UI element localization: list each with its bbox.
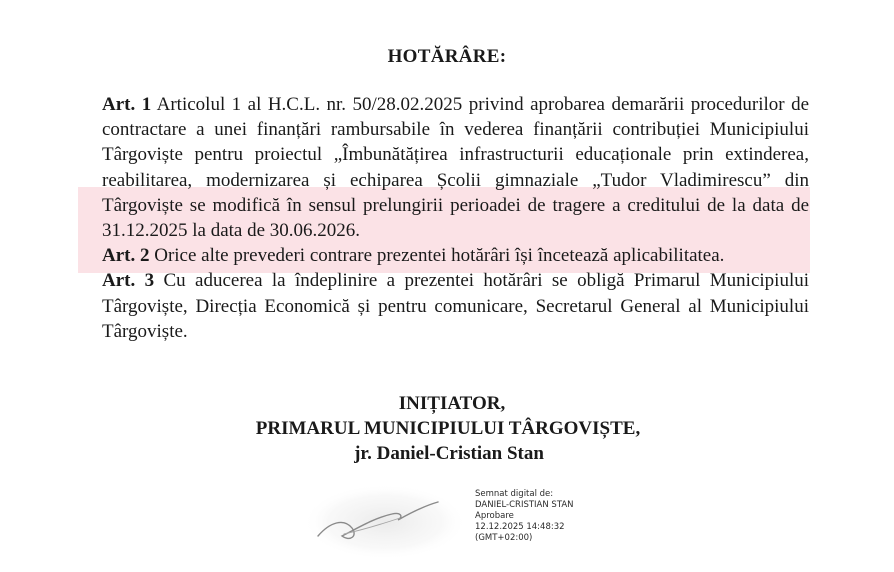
stamp-line-3: Aprobare bbox=[475, 511, 514, 521]
article-2 bbox=[102, 243, 809, 268]
article-3 bbox=[102, 268, 809, 344]
digital-signature-stamp bbox=[475, 489, 574, 544]
handwritten-signature bbox=[300, 478, 470, 563]
initiator-role: INIȚIATOR, bbox=[398, 393, 506, 414]
article-2-text: Orice alte prevederi contrare prezentei hotărâri își încetează aplicabilitatea. bbox=[154, 245, 725, 267]
stamp-line-1: Semnat digital de: bbox=[475, 489, 554, 499]
stamp-line-2: DANIEL-CRISTIAN STAN bbox=[475, 500, 574, 510]
article-1-text: Articolul 1 al H.C.L. nr. 50/28.02.2025 privind aprobarea demarării procedurilor de contractare a unei finanțări rambursabile în vederea finanțării contribuției Municipiului Târgoviște pentru proiectul „Îmbunătățirea infrastructurii educaționale prin extinderea, reabilitarea, modernizarea și echiparea Școlii gimnaziale „Tudor Vladimirescu” din Târgoviște se modifică în sensul prelungirii perioadei de tragere a creditului de la data de 31.12.2025 la data de 30.06.2026. bbox=[102, 94, 810, 242]
initiator-office: PRIMARUL MUNICIPIULUI TÂRGOVIȘTE, bbox=[255, 418, 641, 439]
document-title: HOTĂRÂRE: bbox=[387, 46, 507, 67]
initiator-name: jr. Daniel-Cristian Stan bbox=[354, 443, 544, 464]
article-1 bbox=[102, 92, 809, 243]
article-3-label: Art. 3 bbox=[102, 270, 155, 292]
articles-body bbox=[102, 92, 809, 344]
article-1-label: Art. 1 bbox=[102, 94, 152, 115]
article-2-label: Art. 2 bbox=[102, 245, 150, 267]
signature-block bbox=[0, 391, 894, 466]
stamp-line-5: (GMT+02:00) bbox=[475, 533, 533, 543]
article-3-text: Cu aducerea la îndeplinire a prezentei hotărâri se obligă Primarul Municipiului Târgoviște, Direcția Economică și pentru comunicare, Secretarul General al Municipiului Târgoviște. bbox=[102, 270, 810, 342]
stamp-line-4: 12.12.2025 14:48:32 bbox=[475, 522, 565, 532]
